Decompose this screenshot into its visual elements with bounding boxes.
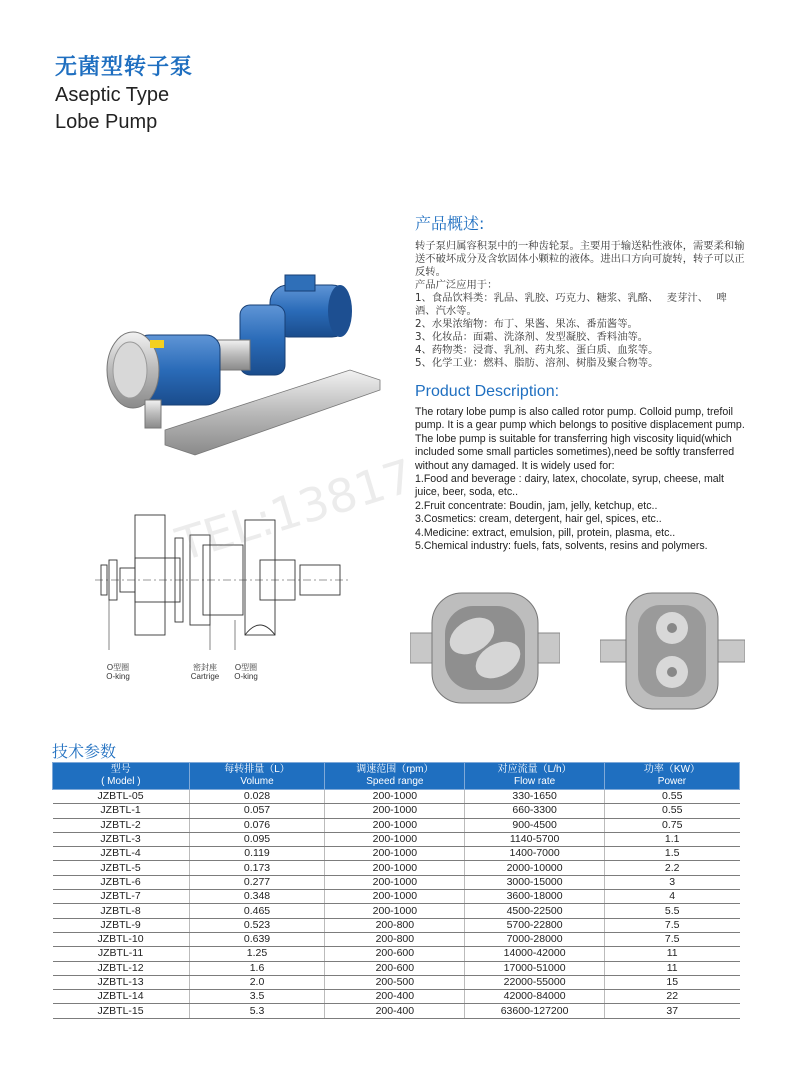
table-cell: 200-1000 (325, 832, 465, 846)
table-row (53, 918, 740, 932)
table-cell: JZBTL-14 (53, 990, 190, 1004)
page-title-en-line1: Aseptic Type (55, 84, 170, 106)
list-item: 1、食品饮料类：乳品、乳胶、巧克力、糖浆、乳酪、 麦芽汁、 啤酒、汽水等。 (415, 292, 727, 317)
table-row (53, 818, 740, 832)
table-cell: JZBTL-8 (53, 904, 190, 918)
list-item: 2、水果浓缩物：布丁、果酱、果冻、番茄酱等。 (415, 318, 638, 330)
specs-table (52, 762, 740, 1019)
table-cell: 200-600 (325, 947, 465, 961)
table-cell: 2000-10000 (465, 861, 605, 875)
table-row (53, 1004, 740, 1018)
table-cell: 200-800 (325, 918, 465, 932)
column-header: 功率（KW） Power (604, 763, 739, 790)
description-heading: Product Description: (415, 383, 560, 400)
table-cell: 0.173 (189, 861, 325, 875)
overview-intro: 转子泵归属容积泵中的一种齿轮泵。主要用于输送粘性液体，需要柔和输送不破坏成分及含软固体小颗粒的液体。进出口方向可旋转，转子可以正反转。 (415, 240, 745, 278)
table-cell: 200-1000 (325, 804, 465, 818)
table-cell: 200-1000 (325, 790, 465, 804)
table-cell: 3 (604, 875, 739, 889)
specs-table-body (53, 790, 740, 1019)
table-cell: JZBTL-7 (53, 890, 190, 904)
table-cell: 4 (604, 890, 739, 904)
table-cell: 37 (604, 1004, 739, 1018)
label-oring-right: O型圈 O-king (234, 663, 258, 681)
table-cell: 15 (604, 975, 739, 989)
label-oring-left: O型圈 O-king (106, 663, 130, 681)
table-cell: 1.5 (604, 847, 739, 861)
table-cell: 11 (604, 947, 739, 961)
table-row (53, 875, 740, 889)
table-cell: JZBTL-12 (53, 961, 190, 975)
table-cell: 660-3300 (465, 804, 605, 818)
column-header: 调速范围（rpm） Speed range (325, 763, 465, 790)
table-cell: 63600-127200 (465, 1004, 605, 1018)
table-row (53, 990, 740, 1004)
table-cell: 22 (604, 990, 739, 1004)
list-item: 2.Fruit concentrate: Boudin, jam, jelly, ketchup, etc.. (415, 499, 658, 512)
table-cell: 0.119 (189, 847, 325, 861)
table-row (53, 932, 740, 946)
watermark: TEL:13817 (170, 448, 420, 572)
table-cell: 200-400 (325, 1004, 465, 1018)
specs-heading: 技术参数 (52, 742, 117, 761)
table-cell: 200-1000 (325, 847, 465, 861)
table-cell: JZBTL-9 (53, 918, 190, 932)
table-row (53, 904, 740, 918)
table-row (53, 975, 740, 989)
table-cell: 2.0 (189, 975, 325, 989)
table-row (53, 790, 740, 804)
table-cell: 3000-15000 (465, 875, 605, 889)
list-item: 1.Food and beverage : dairy, latex, chocolate, syrup, cheese, malt juice, beer, soda, etc.. (415, 473, 724, 499)
table-cell: 0.465 (189, 904, 325, 918)
table-cell: JZBTL-15 (53, 1004, 190, 1018)
table-cell: 7000-28000 (465, 932, 605, 946)
table-cell: JZBTL-13 (53, 975, 190, 989)
table-cell: 900-4500 (465, 818, 605, 832)
table-cell: JZBTL-4 (53, 847, 190, 861)
table-cell: 11 (604, 961, 739, 975)
table-cell: 0.277 (189, 875, 325, 889)
table-cell: 0.028 (189, 790, 325, 804)
table-cell: 1.25 (189, 947, 325, 961)
list-item: 4.Medicine: extract, emulsion, pill, protein, plasma, etc.. (415, 526, 676, 539)
table-cell: 0.523 (189, 918, 325, 932)
table-cell: 22000-55000 (465, 975, 605, 989)
table-cell: JZBTL-05 (53, 790, 190, 804)
table-cell: 5.3 (189, 1004, 325, 1018)
table-cell: 200-1000 (325, 890, 465, 904)
page-title-en-line2: Lobe Pump (55, 111, 158, 133)
table-cell: 17000-51000 (465, 961, 605, 975)
table-cell: JZBTL-11 (53, 947, 190, 961)
table-cell: 7.5 (604, 918, 739, 932)
table-row (53, 947, 740, 961)
table-cell: JZBTL-2 (53, 818, 190, 832)
table-cell: 0.55 (604, 804, 739, 818)
column-header: 对应流量（L/h） Flow rate (465, 763, 605, 790)
table-cell: 42000-84000 (465, 990, 605, 1004)
label-cartridge: 密封座 Cartrige (190, 663, 220, 681)
table-cell: JZBTL-10 (53, 932, 190, 946)
column-header: 每转排量（L） Volume (189, 763, 325, 790)
table-cell: 0.55 (604, 790, 739, 804)
table-cell: 2.2 (604, 861, 739, 875)
table-cell: 200-400 (325, 990, 465, 1004)
description-intro: The rotary lobe pump is also called rotor pump. Colloid pump, trefoil pump. It is a gear pump which belongs to positive displacement pump. The lobe pump is suitable for transferring high viscosity liquid(which included some small particles sometimes),need be softly transferred without any damaged. It is widely used for: (415, 406, 745, 472)
table-cell: 5700-22800 (465, 918, 605, 932)
table-row (53, 861, 740, 875)
table-cell: 200-500 (325, 975, 465, 989)
table-cell: 14000-42000 (465, 947, 605, 961)
table-cell: 200-800 (325, 932, 465, 946)
table-cell: 3.5 (189, 990, 325, 1004)
column-header: 型号 ( Model ) (53, 763, 190, 790)
overview-heading: 产品概述: (415, 214, 485, 233)
table-cell: JZBTL-1 (53, 804, 190, 818)
table-row (53, 804, 740, 818)
table-row (53, 890, 740, 904)
table-cell: 330-1650 (465, 790, 605, 804)
rotor-photo-right (600, 590, 745, 715)
overview-uses-label: 产品广泛应用于： (415, 279, 498, 291)
table-cell: 0.095 (189, 832, 325, 846)
table-cell: JZBTL-3 (53, 832, 190, 846)
table-cell: 5.5 (604, 904, 739, 918)
description-text (415, 406, 750, 553)
table-cell: 200-600 (325, 961, 465, 975)
table-cell: 0.076 (189, 818, 325, 832)
table-header-row (53, 763, 740, 790)
table-cell: 7.5 (604, 932, 739, 946)
table-cell: 200-1000 (325, 904, 465, 918)
table-cell: 3600-18000 (465, 890, 605, 904)
table-cell: 0.348 (189, 890, 325, 904)
overview-text (415, 240, 745, 370)
table-row (53, 847, 740, 861)
table-cell: JZBTL-5 (53, 861, 190, 875)
list-item: 4、药物类：浸膏、乳剂、药丸浆、蛋白质、血浆等。 (415, 344, 659, 356)
table-cell: 1140-5700 (465, 832, 605, 846)
table-cell: JZBTL-6 (53, 875, 190, 889)
table-cell: 200-1000 (325, 861, 465, 875)
table-row (53, 961, 740, 975)
table-cell: 200-1000 (325, 875, 465, 889)
table-cell: 1.6 (189, 961, 325, 975)
list-item: 3.Cosmetics: cream, detergent, hair gel, spices, etc.. (415, 513, 662, 526)
table-cell: 0.057 (189, 804, 325, 818)
table-cell: 4500-22500 (465, 904, 605, 918)
page-title-cn: 无菌型转子泵 (55, 55, 194, 80)
list-item: 3、化妆品：面霜、洗涤剂、发型凝胶、香料油等。 (415, 331, 649, 343)
list-item: 5.Chemical industry: fuels, fats, solvents, resins and polymers. (415, 540, 708, 553)
table-cell: 1.1 (604, 832, 739, 846)
table-cell: 0.639 (189, 932, 325, 946)
table-row (53, 832, 740, 846)
table-cell: 1400-7000 (465, 847, 605, 861)
table-cell: 0.75 (604, 818, 739, 832)
table-cell: 200-1000 (325, 818, 465, 832)
list-item: 5、化学工业：燃料、脂肪、溶剂、树脂及聚合物等。 (415, 357, 659, 369)
rotor-photo-left (410, 588, 560, 713)
pump-photo (95, 260, 395, 460)
